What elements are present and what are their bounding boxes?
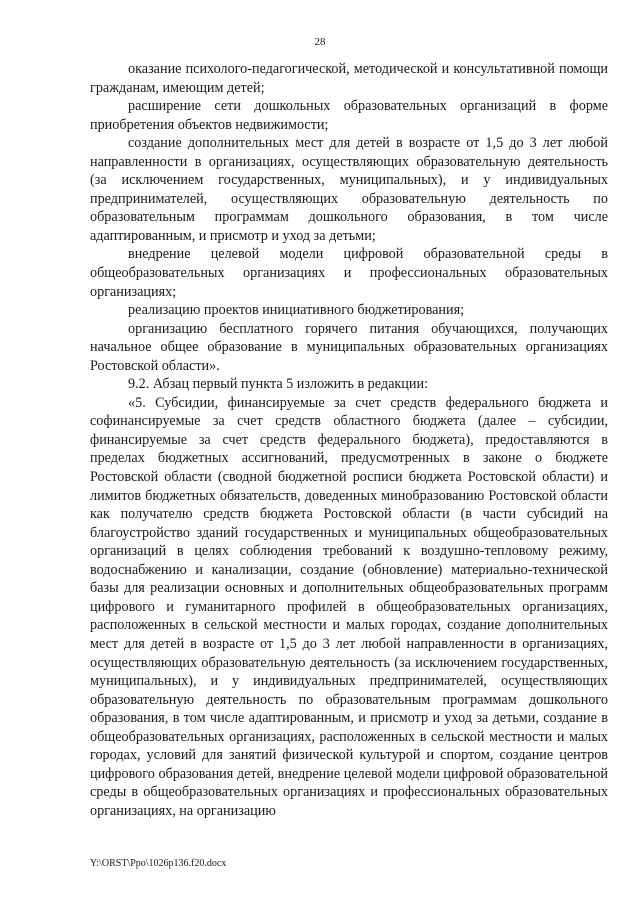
paragraph-amendment-9-2: 9.2. Абзац первый пункта 5 изложить в редакции: xyxy=(128,376,429,393)
paragraph-hot-meals: организацию бесплатного горячего питания обучающихся, получающих начальное общее образование в муниципальных образовательных организациях Ростовской области». xyxy=(90,320,608,374)
page-number: 28 xyxy=(314,36,326,48)
document-body xyxy=(90,60,608,820)
paragraph-preschool-network: расширение сети дошкольных образовательных организаций в форме приобретения объектов недвижимости; xyxy=(90,98,608,133)
paragraph-subsidies-clause-5: «5. Субсидии, финансируемые за счет средств федерального бюджета и софинансируемые за счет средств областного бюджета (далее – субсидии, финансируемые за счет средств федерального бюджета), предоставляются в пределах бюджетных ассигнований, предусмотренных в законе о бюджете Ростовской области (сводной бюджетной росписи бюджета Ростовской области) и лимитов бюджетных обязательств, доведенных минобразованию Ростовской области как получателю средств бюджета Ростовской области (в части субсидий на благоустройство зданий государственных и муниципальных общеобразовательных организаций в целях соблюдения требований к воздушно-тепловому режиму, водоснабжению и канализации, создание (обновление) материально-технической базы для реализации основных и дополнительных общеобразовательных программ цифрового и гуманитарного профилей в общеобразовательных организациях, расположенных в сельской местности и малых городах, создание дополнительных мест для детей в возрасте от 1,5 до 3 лет любой направленности в организациях, осуществляющих образовательную деятельность (за исключением государственных, муниципальных), и у индивидуальных предпринимателей, осуществляющих образовательную деятельность по образовательным программам дошкольного образования, в том числе адаптированным, и присмотр и уход за детьми, создание в общеобразовательных организациях, расположенных в сельской местности и малых городах, условий для занятий физической культурой и спортом, создание центров цифрового образования детей, внедрение целевой модели цифровой образовательной среды в общеобразовательных организациях и профессиональных образовательных организациях, на организацию xyxy=(90,394,608,819)
paragraph-additional-places: создание дополнительных мест для детей в возрасте от 1,5 до 3 лет любой направленности в организациях, осуществляющих образовательную деятельность (за исключением государственных, муниципальных), и у индивидуальных предпринимателей, осуществляющих образовательную деятельность по образовательным программам дошкольного образования, в том числе адаптированным, и присмотр и уход за детьми; xyxy=(90,135,608,244)
paragraph-psych-support: оказание психолого-педагогической, методической и консультативной помощи гражданам, имеющим детей; xyxy=(90,61,608,96)
paragraph-digital-environment: внедрение целевой модели цифровой образовательной среды в общеобразовательных организациях и профессиональных образовательных организациях; xyxy=(90,246,608,300)
paragraph-initiative-budgeting: реализацию проектов инициативного бюджетирования; xyxy=(128,302,465,319)
file-path-footer: Y:\ORST\Ppo\1026p136.f20.docx xyxy=(90,858,227,869)
